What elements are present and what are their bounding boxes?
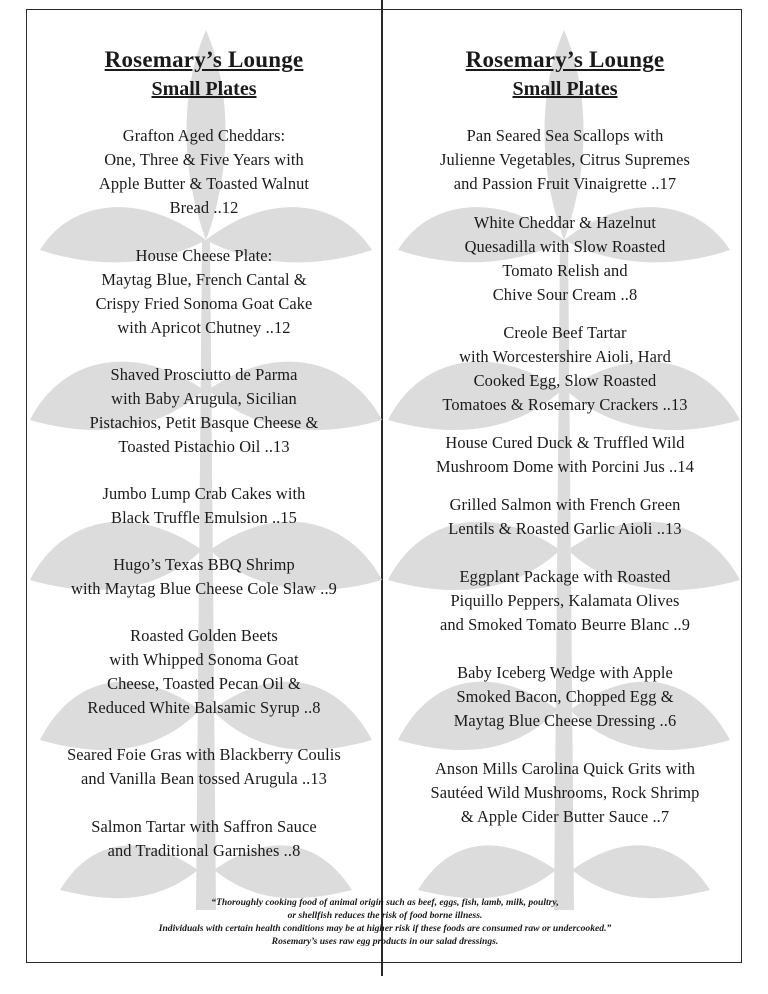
disclaimer-line: Rosemary’s uses raw egg products in our salad dressings. [271, 936, 499, 947]
menu-column-right [389, 44, 741, 841]
menu-column-left [28, 44, 380, 886]
disclaimer-line: “Thoroughly cooking food of animal origin such as beef, eggs, fish, lamb, milk, poultry, [211, 897, 559, 908]
menu-item: Grafton Aged Cheddars: One, Three & Five Years with Apple Butter & Toasted Walnut Bread ..12 [98, 126, 310, 217]
menu-item: Grilled Salmon with French Green Lentils & Roasted Garlic Aioli ..13 [448, 495, 682, 538]
menu-item: Pan Seared Sea Scallops with Julienne Vegetables, Citrus Supremes and Passion Fruit Vinaigrette ..17 [439, 126, 691, 193]
menu-item: House Cured Duck & Truffled Wild Mushroom Dome with Porcini Jus ..14 [435, 433, 694, 476]
menu-item: Eggplant Package with Roasted Piquillo Peppers, Kalamata Olives and Smoked Tomato Beurre Blanc ..9 [439, 567, 691, 634]
menu-item: Jumbo Lump Crab Cakes with Black Truffle Emulsion ..15 [102, 484, 306, 527]
menu-item: Seared Foie Gras with Blackberry Coulis and Vanilla Bean tossed Arugula ..13 [67, 745, 341, 788]
menu-item: Shaved Prosciutto de Parma with Baby Arugula, Sicilian Pistachios, Petit Basque Cheese & Toasted Pistachio Oil ..13 [89, 365, 319, 456]
menu-item: Roasted Golden Beets with Whipped Sonoma Goat Cheese, Toasted Pecan Oil & Reduced White Balsamic Syrup ..8 [87, 626, 321, 717]
disclaimer-line: or shellfish reduces the risk of food borne illness. [287, 910, 483, 921]
menu-item: Baby Iceberg Wedge with Apple Smoked Bacon, Chopped Egg & Maytag Blue Cheese Dressing ..6 [453, 663, 677, 730]
menu-item: Hugo’s Texas BBQ Shrimp with Maytag Blue Cheese Cole Slaw ..9 [71, 555, 337, 598]
section-subtitle: Small Plates [512, 78, 618, 100]
section-subtitle: Small Plates [151, 78, 257, 100]
menu-item: White Cheddar & Hazelnut Quesadilla with Slow Roasted Tomato Relish and Chive Sour Cream ..8 [464, 213, 666, 304]
restaurant-title: Rosemary’s Lounge [104, 47, 304, 72]
health-disclaimer [40, 896, 730, 948]
menu-item: Anson Mills Carolina Quick Grits with Sautéed Wild Mushrooms, Rock Shrimp & Apple Cider Butter Sauce ..7 [430, 759, 700, 826]
menu-item: Creole Beef Tartar with Worcestershire Aioli, Hard Cooked Egg, Slow Roasted Tomatoes & Rosemary Crackers ..13 [442, 323, 688, 414]
disclaimer-line: Individuals with certain health conditions may be at higher risk if these foods are consumed raw or undercooked.” [158, 923, 612, 934]
menu-item: House Cheese Plate: Maytag Blue, French Cantal & Crispy Fried Sonoma Goat Cake with Apricot Chutney ..12 [95, 246, 313, 337]
restaurant-title: Rosemary’s Lounge [465, 47, 665, 72]
menu-item: Salmon Tartar with Saffron Sauce and Traditional Garnishes ..8 [91, 817, 317, 860]
